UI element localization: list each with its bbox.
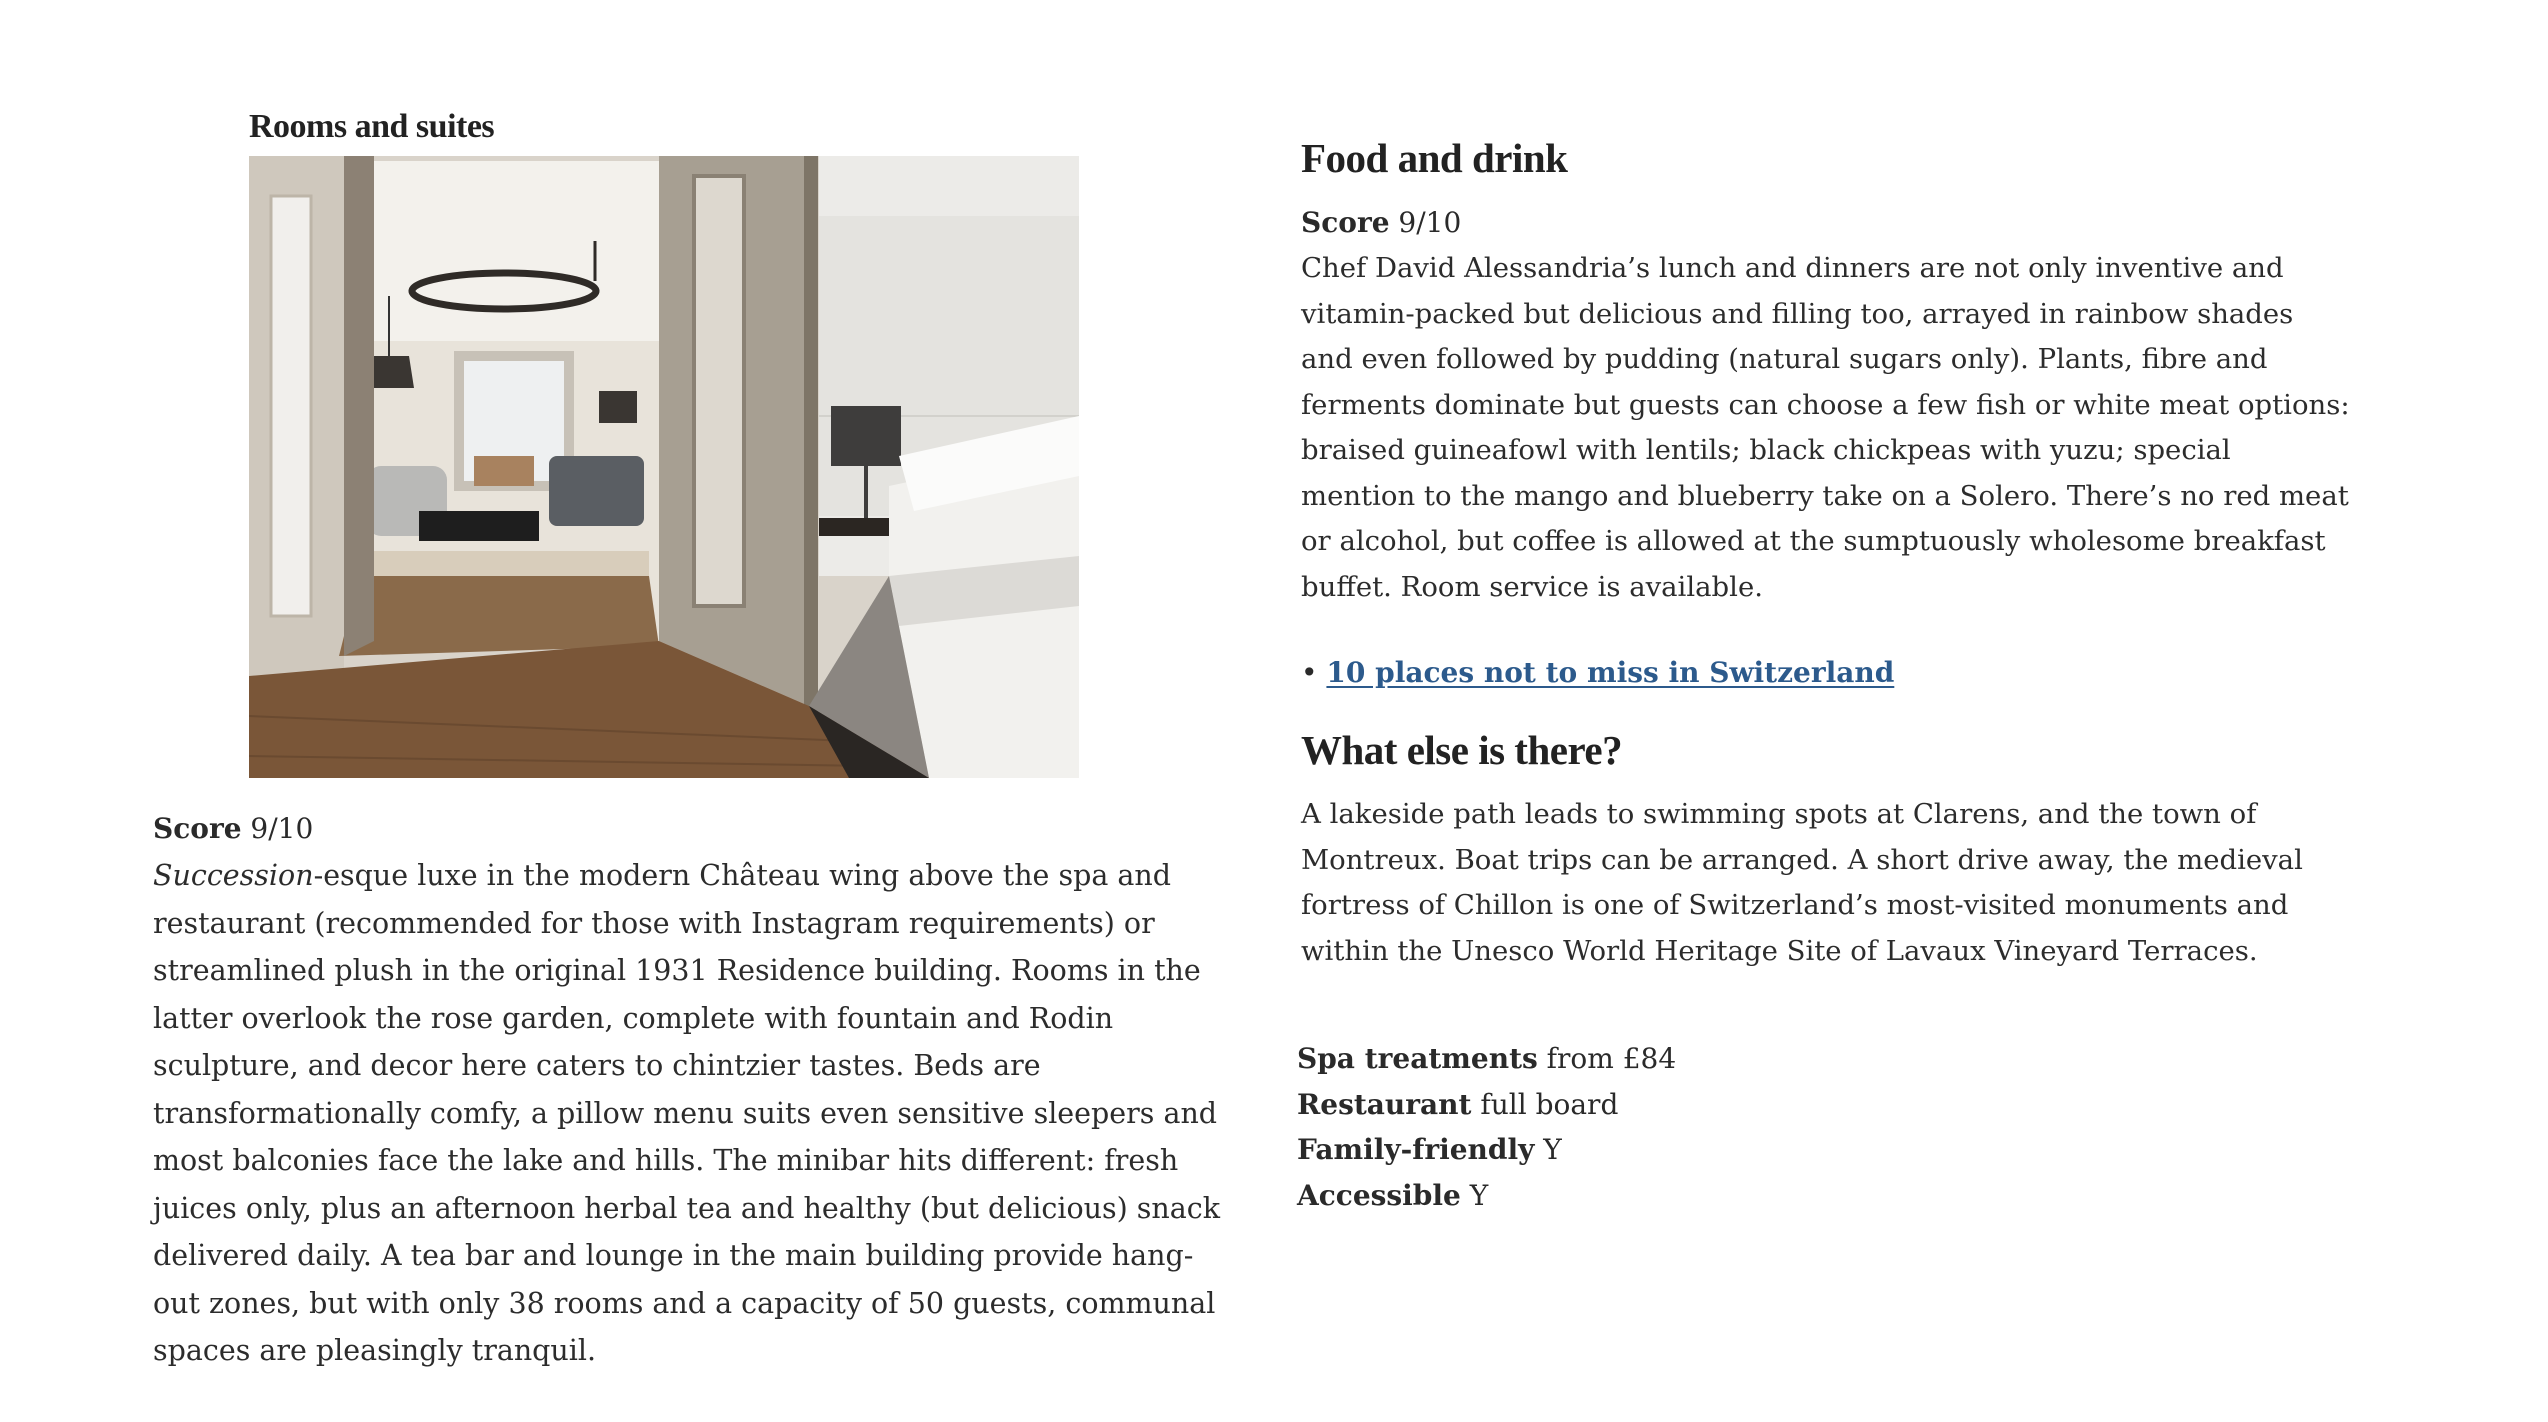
fact-value: from £84 (1546, 1042, 1677, 1075)
related-link-line (1301, 650, 2351, 696)
related-article-link[interactable]: 10 places not to miss in Switzerland (1326, 656, 1895, 689)
fact-spa (1297, 1036, 2351, 1082)
food-score-value: 9/10 (1398, 206, 1462, 239)
hotel-room-illustration (249, 156, 1079, 778)
fact-value: Y (1469, 1178, 1489, 1212)
fact-label: Family-friendly (1297, 1133, 1535, 1166)
rooms-score-value: 9/10 (250, 812, 314, 845)
rooms-score (153, 806, 1228, 852)
bullet: • (1301, 656, 1318, 689)
what-else-title: What else is there? (1301, 727, 1623, 773)
fact-restaurant (1297, 1082, 2351, 1128)
facts-list (1297, 1036, 2351, 1218)
rooms-section (153, 108, 1228, 1375)
food-body: Chef David Alessandria’s lunch and dinners are not only inventive and vitamin-packed but delicious and filling too, arrayed in rainbow shades and even followed by pudding (natural sugars only). Plants, fibre and ferments dominate but guests can choose a few fish or white meat options: braised guineafowl with lentils; black chickpeas with yuzu; special mention to the mango and blueberry take on a Solero. There’s no red meat or alcohol, but coffee is allowed at the sumptuously wholesome breakfast buffet. Room service is available. (1301, 252, 2350, 603)
what-else-body: A lakeside path leads to swimming spots at Clarens, and the town of Montreux. Boat trips can be arranged. A short drive away, the medieval fortress of Chillon is one of Switzerland’s most-visited monuments and within the Unesco World Heritage Site of Lavaux Vineyard Terraces. (1301, 798, 2303, 967)
rooms-body-text: -esque luxe in the modern Château wing above the spa and restaurant (recommended for those with Instagram requirements) or streamlined plush in the original 1931 Residence building. Rooms in the latter overlook the rose garden, complete with fountain and Rodin sculpture, and decor here caters to chintzier tastes. Beds are transformationally comfy, a pillow menu suits even sensitive sleepers and most balconies face the lake and hills. The minibar hits different: fresh juices only, plus an afternoon herbal tea and healthy (but delicious) snack delivered daily. A tea bar and lounge in the main building provide hang-out zones, but with only 38 rooms and a capacity of 50 guests, communal spaces are pleasingly tranquil. (153, 859, 1220, 1367)
rooms-lead-italic: Succession (153, 859, 314, 892)
food-score-label: Score (1301, 206, 1390, 239)
fact-value: Y (1543, 1133, 1562, 1166)
fact-label: Spa treatments (1297, 1042, 1538, 1075)
fact-label: Accessible (1297, 1178, 1461, 1212)
rooms-score-label: Score (153, 812, 242, 845)
fact-value: full board (1480, 1087, 1619, 1121)
fact-accessible (1297, 1173, 2351, 1219)
fact-family-friendly (1297, 1127, 2351, 1173)
hotel-room-photo (249, 156, 1079, 778)
rooms-body (153, 852, 1228, 1375)
food-title: Food and drink (1301, 135, 1568, 181)
rooms-title: Rooms and suites (249, 108, 495, 145)
right-column (1297, 130, 2351, 1218)
fact-label: Restaurant (1297, 1087, 1472, 1121)
food-score (1301, 200, 2351, 246)
